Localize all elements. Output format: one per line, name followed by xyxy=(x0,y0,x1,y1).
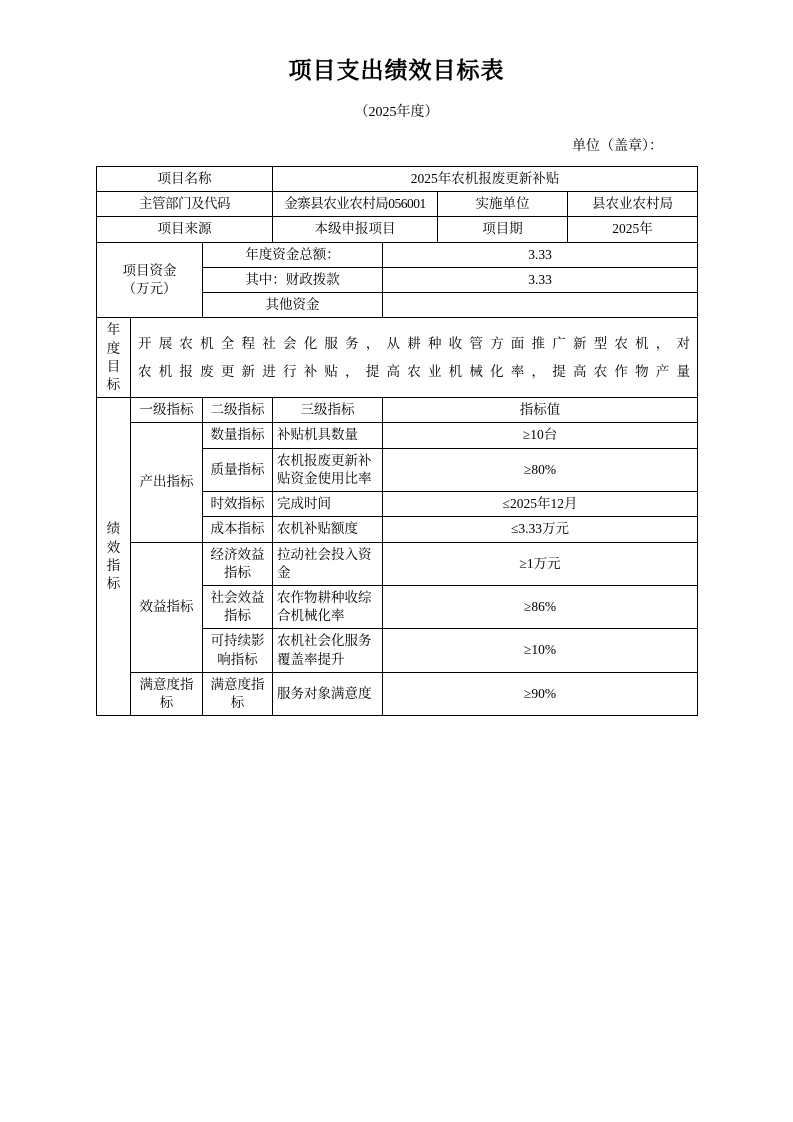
perf-side-label-c2: 效 xyxy=(106,539,121,555)
perf-value: ≤2025年12月 xyxy=(383,492,698,517)
perf-value: ≥1万元 xyxy=(383,542,698,585)
perf-level3: 农作物耕种收综合机械化率 xyxy=(273,585,383,628)
table-row-department xyxy=(97,192,698,217)
table-row-perf-satisfaction xyxy=(97,672,698,715)
fund-other-label: 其他资金 xyxy=(203,293,383,318)
period-value: 2025年 xyxy=(568,217,698,242)
table-row-year-goal xyxy=(97,318,698,398)
perf-side-label-c3: 指 xyxy=(106,557,121,573)
perf-level2: 成本指标 xyxy=(203,517,273,542)
perf-level1-output: 产出指标 xyxy=(131,423,203,542)
page-subtitle: （2025年度） xyxy=(354,105,439,120)
perf-level3: 农机报废更新补贴资金使用比率 xyxy=(273,448,383,491)
perf-header-level1: 一级指标 xyxy=(131,398,203,423)
project-name-value: 2025年农机报废更新补贴 xyxy=(273,167,698,192)
source-label: 项目来源 xyxy=(97,217,273,242)
fund-label-line1: 项目资金 xyxy=(122,262,177,278)
perf-value: ≥10% xyxy=(383,629,698,672)
perf-side-label-c1: 绩 xyxy=(106,521,121,537)
year-goal-line-1: 开展农机全程社会化服务，从耕种收管方面推广新型农机，对 xyxy=(138,335,690,351)
fund-other-value xyxy=(383,293,698,318)
perf-side-label-c4: 标 xyxy=(106,575,121,591)
perf-value: ≤3.33万元 xyxy=(383,517,698,542)
perf-level2: 满意度指标 xyxy=(203,672,273,715)
table-row-perf-benefit-1 xyxy=(97,542,698,585)
year-goal-label-line2: 目标 xyxy=(106,358,121,392)
perf-level3: 农机补贴额度 xyxy=(273,517,383,542)
perf-header-value: 指标值 xyxy=(383,398,698,423)
perf-level2: 可持续影响指标 xyxy=(203,629,273,672)
perf-value: ≥80% xyxy=(383,448,698,491)
perf-level1-satisfaction: 满意度指标 xyxy=(131,672,203,715)
perf-value: ≥10台 xyxy=(383,423,698,448)
page-title: 项目支出绩效目标表 xyxy=(288,57,505,83)
perf-level2: 质量指标 xyxy=(203,448,273,491)
fund-fiscal-label: 其中：财政拨款 xyxy=(203,267,383,292)
department-label: 主管部门及代码 xyxy=(97,192,273,217)
perf-level3: 服务对象满意度 xyxy=(273,672,383,715)
perf-level3: 补贴机具数量 xyxy=(273,423,383,448)
project-name-label: 项目名称 xyxy=(97,167,273,192)
source-value: 本级申报项目 xyxy=(273,217,438,242)
perf-level1-benefit: 效益指标 xyxy=(131,542,203,672)
fund-fiscal-value: 3.33 xyxy=(383,267,698,292)
year-goal-label-line1: 年度 xyxy=(106,322,121,356)
perf-level3: 农机社会化服务覆盖率提升 xyxy=(273,629,383,672)
fund-total-label: 年度资金总额： xyxy=(203,242,383,267)
year-goal-value xyxy=(131,318,698,398)
fund-label xyxy=(97,242,203,318)
perf-value: ≥86% xyxy=(383,585,698,628)
perf-level2: 经济效益指标 xyxy=(203,542,273,585)
implement-unit-value: 县农业农村局 xyxy=(568,192,698,217)
performance-target-table xyxy=(96,166,698,716)
period-label: 项目期 xyxy=(438,217,568,242)
table-row-fund-total xyxy=(97,242,698,267)
year-goal-label xyxy=(97,318,131,398)
department-value: 金寨县农业农村局056001 xyxy=(273,192,438,217)
perf-header-level2: 二级指标 xyxy=(203,398,273,423)
table-row-project-name xyxy=(97,167,698,192)
implement-unit-label: 实施单位 xyxy=(438,192,568,217)
perf-level2: 时效指标 xyxy=(203,492,273,517)
fund-total-value: 3.33 xyxy=(383,242,698,267)
table-row-source xyxy=(97,217,698,242)
fund-label-line2: （万元） xyxy=(122,280,177,296)
perf-level3: 拉动社会投入资金 xyxy=(273,542,383,585)
table-row-perf-output-1 xyxy=(97,423,698,448)
year-goal-line-2: 农机报废更新进行补贴，提高农业机械化率，提高农作物产量 xyxy=(138,363,690,379)
perf-value: ≥90% xyxy=(383,672,698,715)
perf-header-level3: 三级指标 xyxy=(273,398,383,423)
perf-level3: 完成时间 xyxy=(273,492,383,517)
table-row-perf-header xyxy=(97,398,698,423)
perf-level2: 社会效益指标 xyxy=(203,585,273,628)
unit-seal-line: 单位（盖章）： xyxy=(572,139,663,154)
perf-side-label xyxy=(97,398,131,716)
perf-level2: 数量指标 xyxy=(203,423,273,448)
